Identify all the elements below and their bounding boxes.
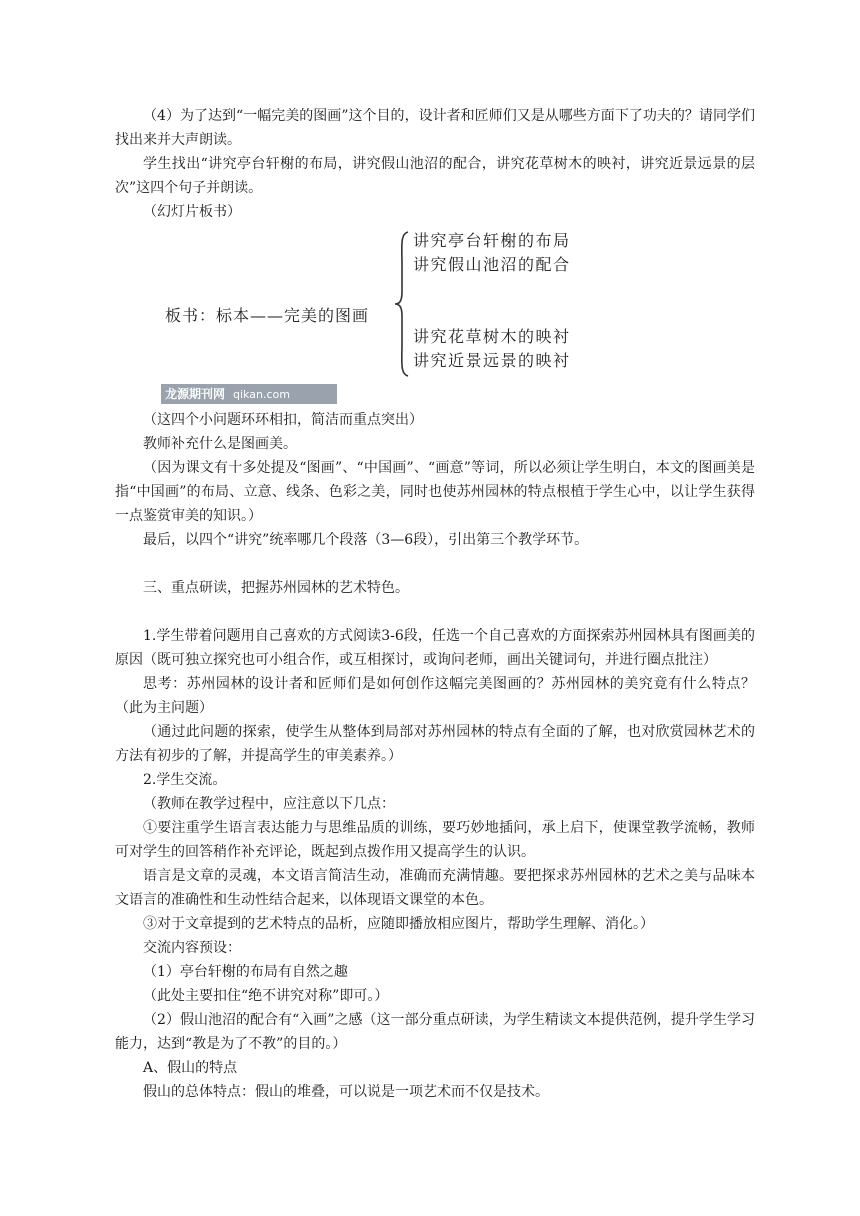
paragraph: 交流内容预设： (143, 940, 241, 956)
paragraph: ③对于文章提到的艺术特点的品析，应随即播放相应图片，帮助学生理解、消化。） (143, 916, 654, 932)
paragraph: A、假山的特点 (143, 1060, 238, 1076)
paragraph: （1）亭台轩榭的布局有自然之趣 (143, 964, 348, 980)
paragraph: 教师补充什么是图画美。 (143, 436, 297, 452)
board-item: 讲究花草树木的映衬 (413, 327, 571, 346)
brace-icon (393, 230, 411, 378)
board-item: 讲究假山池沼的配合 (413, 255, 571, 274)
paragraph: （幻灯片板书） (143, 204, 241, 220)
paragraph: （此处主要扣住“绝不讲究对称”即可。） (143, 988, 389, 1004)
paragraph: 假山的总体特点：假山的堆叠，可以说是一项艺术而不仅是技术。 (143, 1084, 549, 1100)
board-items (413, 230, 571, 374)
paragraph: 语言是文章的灵魂，本文语言简洁生动，准确而充满情趣。要把探求苏州园林的艺术之美与品味本文语言的准确性和生动性结合起来，以体现语文课堂的本色。 (115, 868, 755, 908)
watermark-name: 龙源期刊网 (165, 387, 226, 401)
board-item: 讲究近景远景的映衬 (413, 351, 571, 370)
paragraph: （通过此问题的探索，使学生从整体到局部对苏州园林的特点有全面的了解，也对欣赏园林艺术的方法有初步的了解，并提高学生的审美素养。） (115, 724, 755, 764)
board-title: 板书：标本——完美的图画 (165, 306, 370, 325)
paragraph: 2.学生交流。 (143, 772, 227, 788)
paragraph: 思考：苏州园林的设计者和匠师们是如何创作这幅完美图画的？苏州园林的美究竟有什么特点？（此为主问题） (115, 676, 755, 716)
paragraph: ①要注重学生语言表达能力与思维品质的训练，要巧妙地插问，承上启下，使课堂教学流畅，教师可对学生的回答稍作补充评论，既起到点拨作用又提高学生的认识。 (115, 820, 755, 860)
section-heading: 三、重点研读，把握苏州园林的艺术特色。 (143, 580, 409, 596)
paragraph: （因为课文有十多处提及“图画”、“中国画”、“画意”等词，所以必须让学生明白，本文的图画美是指“中国画”的布局、立意、线条、色彩之美，同时也使苏州园林的特点根植于学生心中，以让学生获得一点鉴赏审美的知识。） (115, 460, 755, 524)
paragraph: （2）假山池沼的配合有“入画”之感（这一部分重点研读，为学生精读文本提供范例，提升学生学习能力，达到“教是为了不教”的目的。） (115, 1012, 755, 1052)
watermark-url: qikan.com (233, 388, 290, 401)
paragraph: 1.学生带着问题用自己喜欢的方式阅读3-6段，任选一个自己喜欢的方面探索苏州园林具有图画美的原因（既可独立探究也可小组合作，或互相探讨，或询问老师，画出关键词句，并进行圈点批注） (115, 628, 755, 668)
paragraph: 学生找出“讲究亭台轩榭的布局，讲究假山池沼的配合，讲究花草树木的映衬，讲究近景远景的层次”这四个句子并朗读。 (115, 156, 755, 196)
blackboard-figure (161, 224, 589, 408)
paragraph: （这四个小问题环环相扣，简洁而重点突出） (143, 412, 423, 428)
board-item: 讲究亭台轩榭的布局 (413, 231, 571, 250)
paragraph: （教师在教学过程中，应注意以下几点： (143, 796, 395, 812)
watermark (161, 384, 337, 404)
document-body (115, 104, 755, 1104)
paragraph: 最后，以四个“讲究”统率哪几个段落（3—6段），引出第三个教学环节。 (143, 532, 589, 548)
paragraph: （4）为了达到“一幅完美的图画”这个目的，设计者和匠师们又是从哪些方面下了功夫的？请同学们找出来并大声朗读。 (115, 108, 755, 148)
